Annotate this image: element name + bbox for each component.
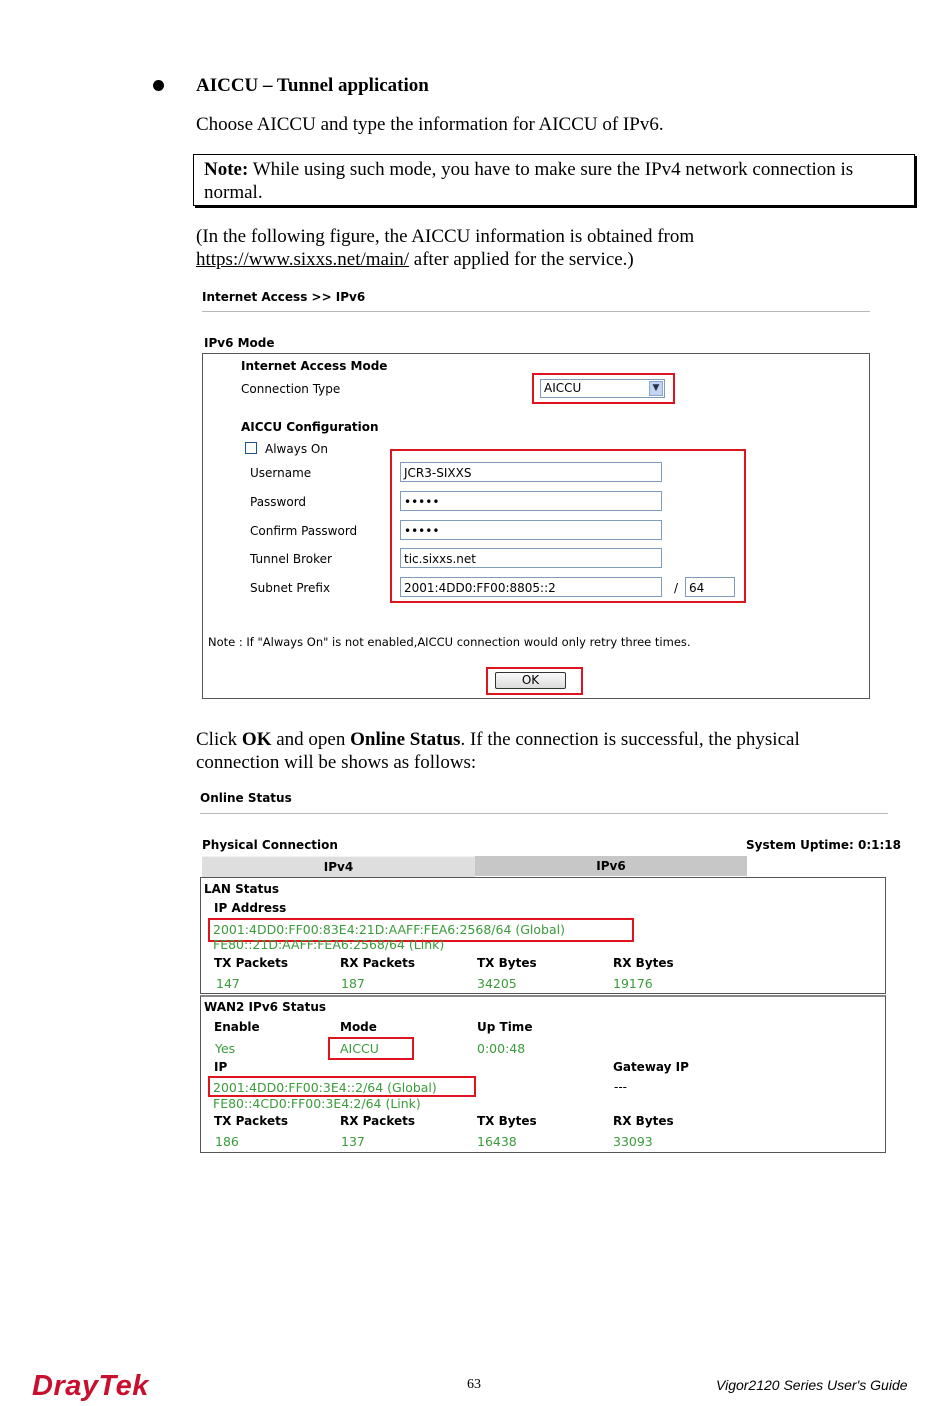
para1-after: after applied for the service.) xyxy=(409,249,634,270)
breadcrumb: Internet Access >> IPv6 xyxy=(202,290,366,304)
note-label: Note: xyxy=(204,159,249,180)
lan-tx-bytes-label: TX Bytes xyxy=(477,956,537,970)
username-label: Username xyxy=(250,466,312,480)
ipv6-mode-title: IPv6 Mode xyxy=(204,336,275,350)
password-input[interactable]: ••••• xyxy=(400,491,662,511)
online-status-title: Online Status xyxy=(200,791,292,805)
note-box xyxy=(193,154,915,206)
lan-tx-packets-label: TX Packets xyxy=(214,956,288,970)
aiccu-note-text: Note : If "Always On" is not enabled,AICCU connection would only retry three times. xyxy=(208,635,691,649)
system-uptime: System Uptime: 0:1:18 xyxy=(746,838,901,852)
wan-tx-bytes-label: TX Bytes xyxy=(477,1114,537,1128)
ok-button[interactable]: OK xyxy=(495,672,566,689)
para1-line2 xyxy=(196,248,634,271)
para2-online: Online Status xyxy=(350,729,461,750)
para2-a: Click xyxy=(196,729,242,750)
ip-address-label: IP Address xyxy=(214,901,287,915)
gateway-ip-label: Gateway IP xyxy=(613,1060,689,1074)
prefix-length-input[interactable]: 64 xyxy=(685,577,735,597)
lan-status-label: LAN Status xyxy=(204,882,280,896)
lan-tx-packets: 147 xyxy=(216,976,240,991)
tunnel-broker-input[interactable]: tic.sixxs.net xyxy=(400,548,662,568)
connection-type-label: Connection Type xyxy=(241,382,341,396)
ip-label: IP xyxy=(214,1060,228,1074)
physical-connection-label: Physical Connection xyxy=(202,838,338,852)
wan-tx-packets-label: TX Packets xyxy=(214,1114,288,1128)
guide-title: Vigor2120 Series User's Guide xyxy=(716,1377,908,1393)
confirm-password-input[interactable]: ••••• xyxy=(400,520,662,540)
lan-tx-bytes: 34205 xyxy=(477,976,517,991)
always-on-label: Always On xyxy=(265,442,328,456)
aiccu-note xyxy=(208,635,691,649)
wan-tx-bytes: 16438 xyxy=(477,1134,517,1149)
connection-type-value: AICCU xyxy=(544,381,582,395)
tab-ipv6[interactable]: IPv6 xyxy=(475,856,747,876)
page-number: 63 xyxy=(467,1377,481,1392)
sixxs-link[interactable]: https://www.sixxs.net/main/ xyxy=(196,249,410,270)
wan-rx-packets-label: RX Packets xyxy=(340,1114,416,1128)
divider xyxy=(202,311,870,312)
wan-rx-packets: 137 xyxy=(341,1134,365,1149)
bullet-icon xyxy=(153,80,164,91)
divider xyxy=(200,813,888,814)
chevron-down-icon: ▼ xyxy=(649,381,663,396)
draytek-logo: DrayTek xyxy=(32,1370,149,1402)
password-label: Password xyxy=(250,495,307,509)
wan-rx-bytes-label: RX Bytes xyxy=(613,1114,674,1128)
enable-label: Enable xyxy=(214,1020,260,1034)
para2-c: . If the connection is successful, the physical xyxy=(460,729,800,750)
lan-rx-bytes: 19176 xyxy=(613,976,653,991)
connection-type-select[interactable] xyxy=(540,379,665,398)
tunnel-broker-label: Tunnel Broker xyxy=(250,552,332,566)
lan-rx-bytes-label: RX Bytes xyxy=(613,956,674,970)
para2-line1 xyxy=(196,728,800,751)
tab-ipv4[interactable]: IPv4 xyxy=(202,856,475,877)
mode-label: Mode xyxy=(340,1020,377,1034)
para1-line1: (In the following figure, the AICCU information is obtained from xyxy=(196,226,695,247)
access-mode-label: Internet Access Mode xyxy=(241,359,388,373)
up-time-value: 0:00:48 xyxy=(477,1041,526,1056)
intro-text: Choose AICCU and type the information for AICCU of IPv6. xyxy=(196,114,664,135)
lan-rx-packets: 187 xyxy=(341,976,365,991)
lan-ip-global: 2001:4DD0:FF00:83E4:21D:AAFF:FEA6:2568/64 (Global) xyxy=(213,922,566,937)
confirm-password-label: Confirm Password xyxy=(250,524,358,538)
wan-ip-link: FE80::4CD0:FF00:3E4:2/64 (Link) xyxy=(213,1096,421,1111)
up-time-label: Up Time xyxy=(477,1020,533,1034)
note-body: While using such mode, you have to make sure the IPv4 network connection is normal. xyxy=(204,159,854,203)
para2-b: and open xyxy=(271,729,351,750)
section-heading: AICCU – Tunnel application xyxy=(196,75,429,96)
wan-status-panel xyxy=(200,995,886,1153)
wan-tx-packets: 186 xyxy=(215,1134,239,1149)
subnet-prefix-label: Subnet Prefix xyxy=(250,581,331,595)
para2-ok: OK xyxy=(241,729,272,750)
lan-ip-link: FE80::21D:AAFF:FEA6:2568/64 (Link) xyxy=(213,937,445,952)
gateway-ip-value: --- xyxy=(614,1080,627,1094)
prefix-separator: / xyxy=(674,581,679,595)
lan-rx-packets-label: RX Packets xyxy=(340,956,416,970)
note-text xyxy=(204,158,904,204)
enable-value: Yes xyxy=(215,1041,236,1056)
para2-line2: connection will be shows as follows: xyxy=(196,752,477,773)
wan-ip-global: 2001:4DD0:FF00:3E4::2/64 (Global) xyxy=(213,1080,437,1095)
username-input[interactable]: JCR3-SIXXS xyxy=(400,462,662,482)
mode-value: AICCU xyxy=(340,1041,379,1056)
subnet-prefix-input[interactable]: 2001:4DD0:FF00:8805::2 xyxy=(400,577,662,597)
always-on-checkbox[interactable] xyxy=(245,442,257,454)
wan-status-label: WAN2 IPv6 Status xyxy=(204,1000,327,1014)
aiccu-config-label: AICCU Configuration xyxy=(241,420,379,434)
wan-rx-bytes: 33093 xyxy=(613,1134,653,1149)
